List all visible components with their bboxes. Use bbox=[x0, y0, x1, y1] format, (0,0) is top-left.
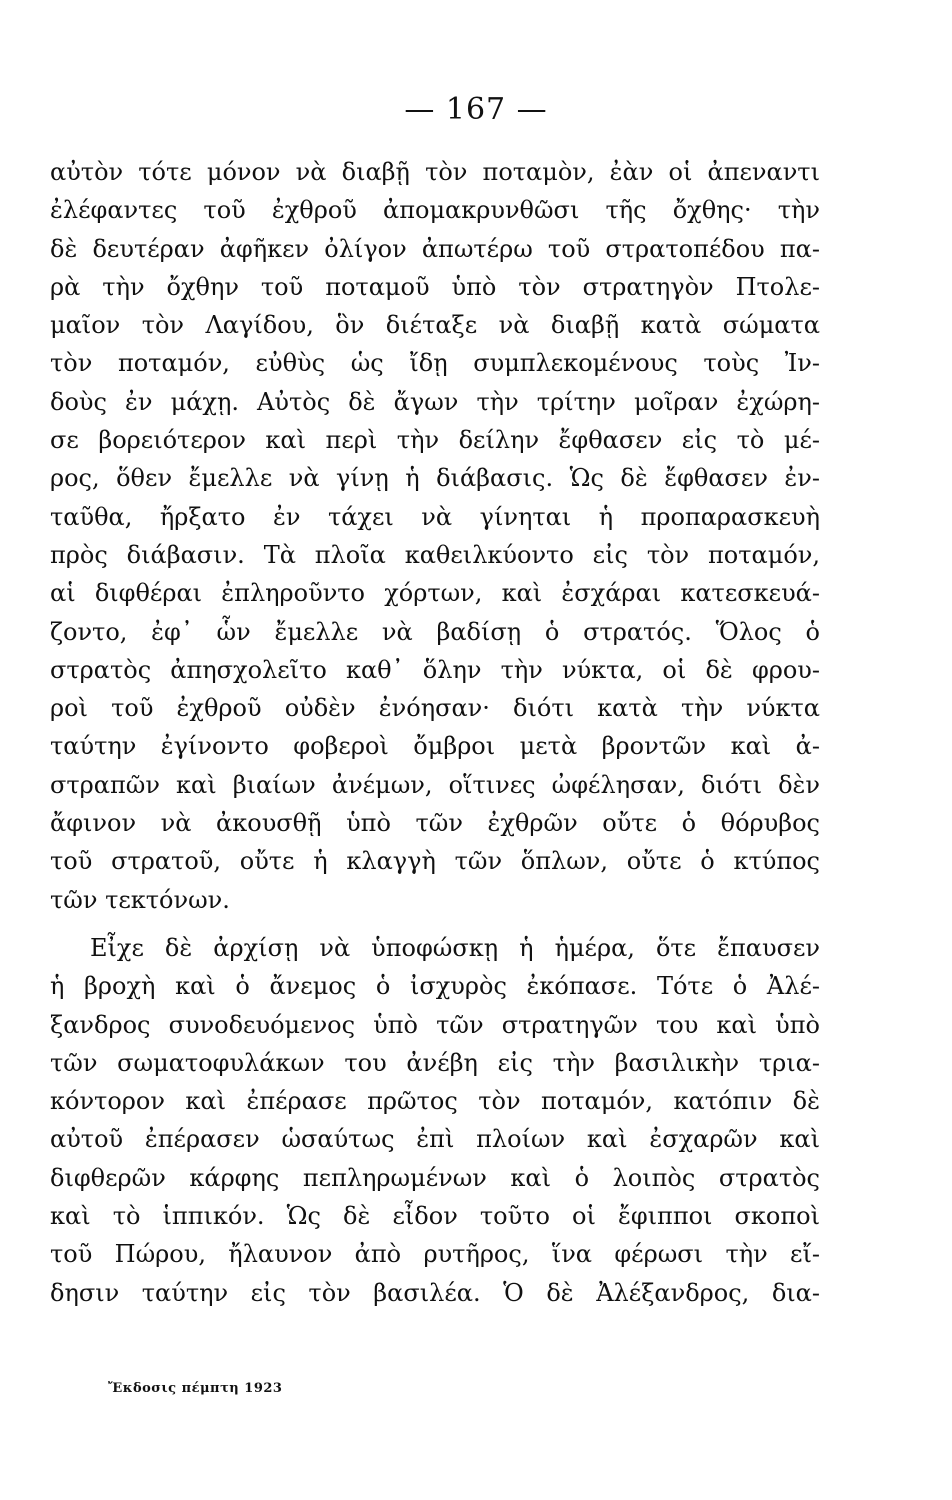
text-line: ζοντο, ἐφ᾿ ὧν ἔμελλε νὰ βαδίσῃ ὁ στρατός. Ὅλος ὁ bbox=[50, 617, 820, 646]
text-line: δὲ δευτέραν ἀφῆκεν ὀλίγον ἀπωτέρω τοῦ στρατοπέδου πα- bbox=[50, 234, 820, 263]
text-line: δησιν ταύτην εἰς τὸν βασιλέα. Ὁ δὲ Ἀλέξανδρος, δια- bbox=[50, 1278, 820, 1307]
paragraph-gap bbox=[50, 919, 820, 929]
text-line: στρατὸς ἀπησχολεῖτο καθ᾿ ὅλην τὴν νύκτα, οἱ δὲ φρου- bbox=[50, 655, 820, 684]
text-line: δοὺς ἐν μάχῃ. Αὐτὸς δὲ ἄγων τὴν τρίτην μοῖραν ἐχώρη- bbox=[50, 387, 820, 416]
page-number: — 167 — bbox=[404, 92, 548, 127]
text-line: τῶν σωματοφυλάκων του ἀνέβη εἰς τὴν βασιλικὴν τρια- bbox=[50, 1048, 820, 1077]
text-line: ρος, ὅθεν ἔμελλε νὰ γίνῃ ἡ διάβασις. Ὡς δὲ ἔφθασεν ἐν- bbox=[50, 464, 820, 493]
text-line: αἱ διφθέραι ἐπληροῦντο χόρτων, καὶ ἐσχάραι κατεσκευά- bbox=[50, 579, 820, 608]
body-text bbox=[50, 153, 820, 1312]
text-line: τῶν τεκτόνων. bbox=[50, 885, 230, 914]
text-line: ἐλέφαντες τοῦ ἐχθροῦ ἀπομακρυνθῶσι τῆς ὄχθης· τὴν bbox=[50, 196, 820, 225]
text-line: πρὸς διάβασιν. Τὰ πλοῖα καθειλκύοντο εἰς τὸν ποταμόν, bbox=[50, 540, 820, 569]
text-line: ρὰ τὴν ὄχθην τοῦ ποταμοῦ ὑπὸ τὸν στρατηγὸν Πτολε- bbox=[50, 272, 820, 301]
text-line: ξανδρος συνοδευόμενος ὑπὸ τῶν στρατηγῶν του καὶ ὑπὸ bbox=[50, 1010, 820, 1039]
text-line: τὸν ποταμόν, εὐθὺς ὡς ἴδῃ συμπλεκομένους τοὺς Ἰν- bbox=[50, 349, 820, 378]
paragraph bbox=[50, 153, 820, 919]
text-line: αὐτοῦ ἐπέρασεν ὡσαύτως ἐπὶ πλοίων καὶ ἐσχαρῶν καὶ bbox=[50, 1125, 820, 1154]
text-line: αὐτὸν τότε μόνον νὰ διαβῇ τὸν ποταμὸν, ἐὰν οἱ ἀπεναντι bbox=[50, 158, 820, 186]
text-line: μαῖον τὸν Λαγίδου, ὃν διέταξε νὰ διαβῇ κατὰ σώματα bbox=[50, 311, 820, 340]
text-line: Εἶχε δὲ ἀρχίσῃ νὰ ὑποφώσκῃ ἡ ἡμέρα, ὅτε ἔπαυσεν bbox=[90, 933, 820, 962]
text-line: τοῦ στρατοῦ, οὔτε ἡ κλαγγὴ τῶν ὅπλων, οὔτε ὁ κτύπος bbox=[50, 847, 820, 876]
text-line: καὶ τὸ ἱππικόν. Ὡς δὲ εἶδον τοῦτο οἱ ἔφιπποι σκοποὶ bbox=[50, 1202, 820, 1231]
text-line: σε βορειότερον καὶ περὶ τὴν δείλην ἔφθασεν εἰς τὸ μέ- bbox=[50, 426, 820, 455]
text-line: ἄφινον νὰ ἀκουσθῇ ὑπὸ τῶν ἐχθρῶν οὔτε ὁ θόρυβος bbox=[50, 809, 820, 838]
text-line: ροὶ τοῦ ἐχθροῦ οὐδὲν ἐνόησαν· διότι κατὰ τὴν νύκτα bbox=[50, 694, 820, 723]
edition-footnote: Ἔκδοσις πέμπτη 1923 bbox=[108, 1381, 283, 1396]
text-line: διφθερῶν κάρφης πεπληρωμένων καὶ ὁ λοιπὸς στρατὸς bbox=[50, 1163, 820, 1192]
text-line: ἡ βροχὴ καὶ ὁ ἄνεμος ὁ ἰσχυρὸς ἐκόπασε. Τότε ὁ Ἀλέ- bbox=[50, 972, 820, 1001]
text-line: κόντορον καὶ ἐπέρασε πρῶτος τὸν ποταμόν, κατόπιν δὲ bbox=[50, 1087, 820, 1116]
text-line: τοῦ Πώρου, ἤλαυνον ἀπὸ ρυτῆρος, ἵνα φέρωσι τὴν εἴ- bbox=[50, 1240, 820, 1269]
paragraph bbox=[50, 929, 820, 1312]
text-line: στραπῶν καὶ βιαίων ἀνέμων, οἵτινες ὠφέλησαν, διότι δὲν bbox=[50, 770, 820, 799]
text-line: ταῦθα, ἤρξατο ἐν τάχει νὰ γίνηται ἡ προπαρασκευὴ bbox=[50, 502, 820, 531]
text-line: ταύτην ἐγίνοντο φοβεροὶ ὄμβροι μετὰ βροντῶν καὶ ἀ- bbox=[50, 732, 820, 761]
